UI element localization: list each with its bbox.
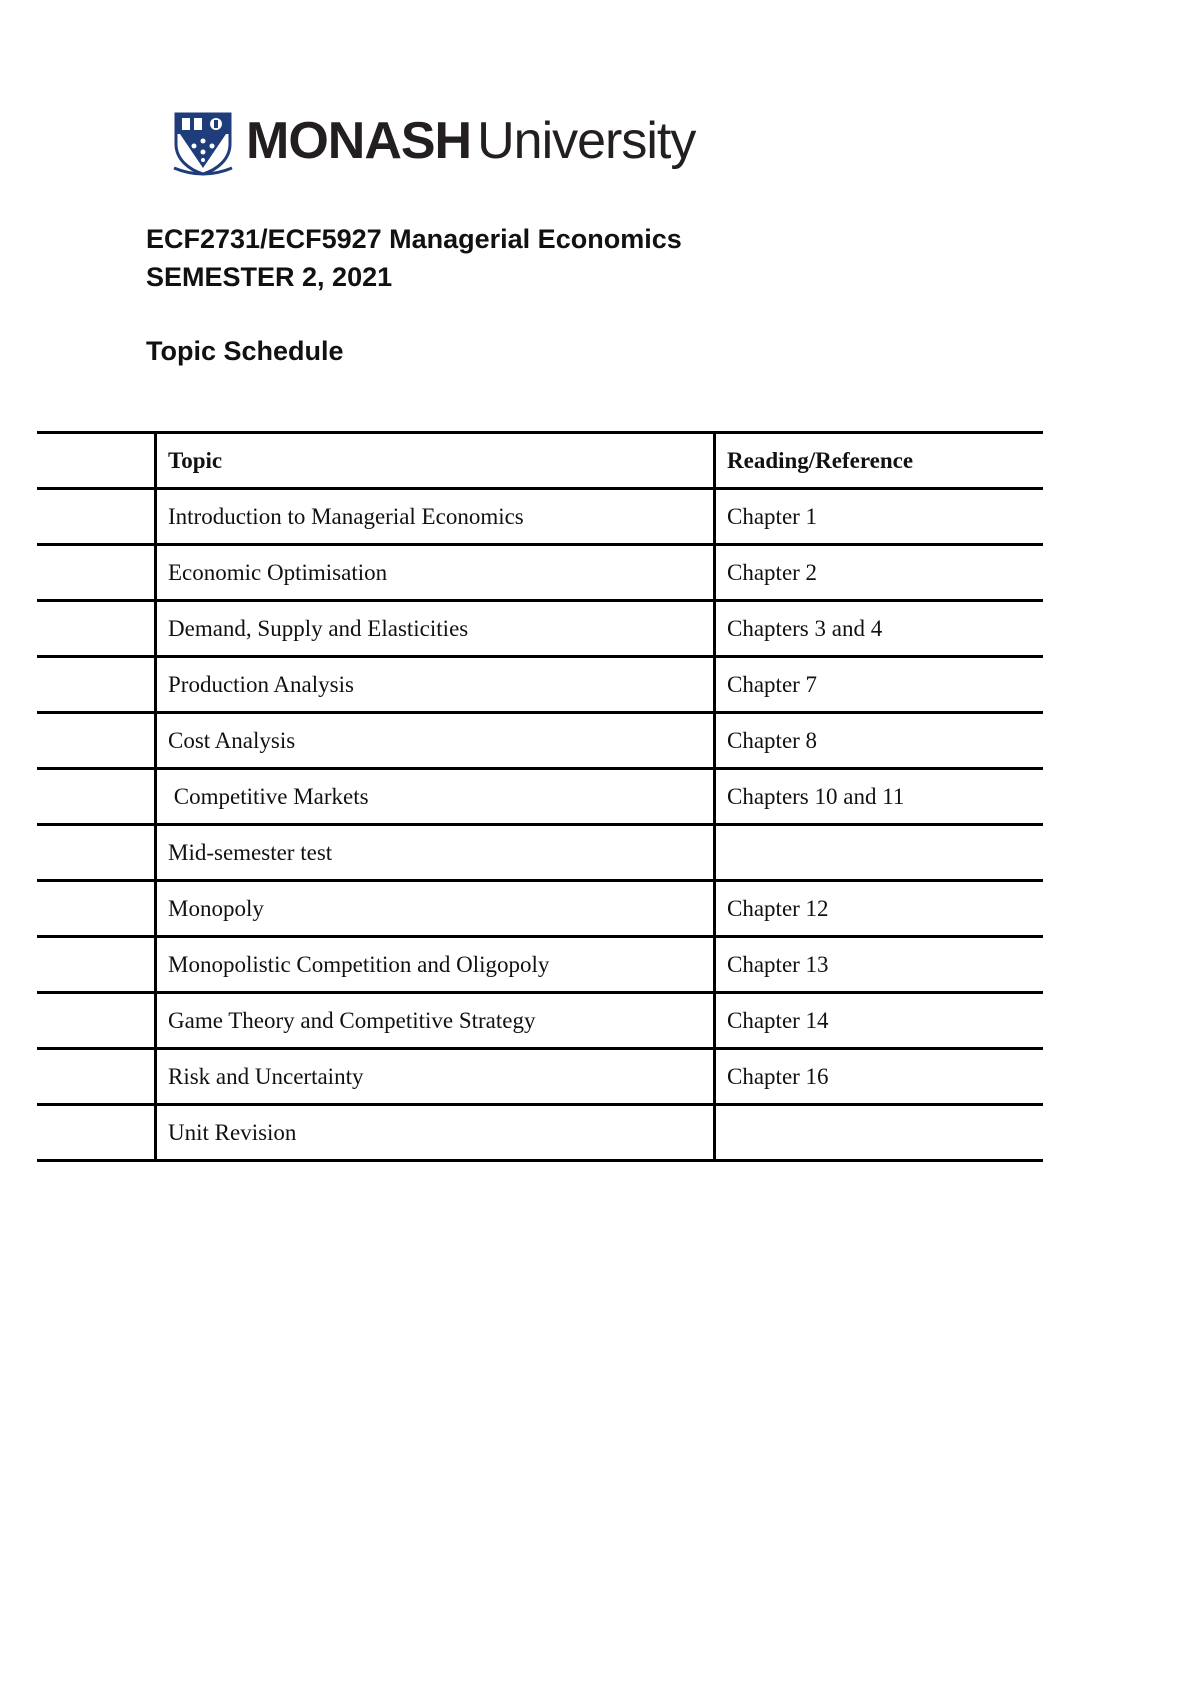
reading-cell: Chapter 16	[715, 1049, 1044, 1105]
reading-cell	[715, 825, 1044, 881]
topic-cell: Cost Analysis	[156, 713, 715, 769]
reading-cell: Chapters 3 and 4	[715, 601, 1044, 657]
topic-cell: Unit Revision	[156, 1105, 715, 1161]
topic-cell: Monopolistic Competition and Oligopoly	[156, 937, 715, 993]
course-title: ECF2731/ECF5927 Managerial Economics	[146, 224, 682, 254]
topic-schedule-table	[37, 431, 1043, 1162]
column-header-topic: Topic	[156, 433, 715, 489]
table-row	[37, 1049, 1043, 1105]
table-row	[37, 993, 1043, 1049]
reading-cell: Chapter 13	[715, 937, 1044, 993]
row-number-cell	[37, 1049, 156, 1105]
logo-wordmark-light: University	[477, 112, 696, 170]
section-title: Topic Schedule	[146, 336, 344, 366]
table-row	[37, 545, 1043, 601]
monash-university-logo	[172, 108, 732, 178]
topic-cell: Demand, Supply and Elasticities	[156, 601, 715, 657]
topic-cell: Mid-semester test	[156, 825, 715, 881]
topic-cell: Game Theory and Competitive Strategy	[156, 993, 715, 1049]
reading-cell: Chapters 10 and 11	[715, 769, 1044, 825]
row-number-cell	[37, 825, 156, 881]
reading-cell: Chapter 7	[715, 657, 1044, 713]
semester-label: SEMESTER 2, 2021	[146, 262, 393, 292]
column-header-number	[37, 433, 156, 489]
topic-cell: Introduction to Managerial Economics	[156, 489, 715, 545]
row-number-cell	[37, 993, 156, 1049]
table-row	[37, 769, 1043, 825]
row-number-cell	[37, 937, 156, 993]
row-number-cell	[37, 713, 156, 769]
table-row	[37, 881, 1043, 937]
table-row	[37, 825, 1043, 881]
row-number-cell	[37, 489, 156, 545]
reading-cell: Chapter 1	[715, 489, 1044, 545]
table-row	[37, 713, 1043, 769]
table-row	[37, 601, 1043, 657]
topic-cell: Competitive Markets	[156, 769, 715, 825]
monash-crest-icon	[172, 110, 234, 176]
column-header-reading: Reading/Reference	[715, 433, 1044, 489]
row-number-cell	[37, 657, 156, 713]
topic-cell: Production Analysis	[156, 657, 715, 713]
reading-cell: Chapter 12	[715, 881, 1044, 937]
row-number-cell	[37, 881, 156, 937]
topic-cell: Economic Optimisation	[156, 545, 715, 601]
reading-cell: Chapter 2	[715, 545, 1044, 601]
table-row	[37, 657, 1043, 713]
reading-cell: Chapter 14	[715, 993, 1044, 1049]
topic-cell: Monopoly	[156, 881, 715, 937]
row-number-cell	[37, 1105, 156, 1161]
topic-cell: Risk and Uncertainty	[156, 1049, 715, 1105]
table-row	[37, 937, 1043, 993]
table-row	[37, 489, 1043, 545]
table-row	[37, 1105, 1043, 1161]
row-number-cell	[37, 769, 156, 825]
logo-wordmark-strong: MONASH	[246, 112, 472, 170]
table-header-row	[37, 433, 1043, 489]
logo-wordmark	[246, 108, 695, 174]
reading-cell	[715, 1105, 1044, 1161]
row-number-cell	[37, 545, 156, 601]
reading-cell: Chapter 8	[715, 713, 1044, 769]
row-number-cell	[37, 601, 156, 657]
